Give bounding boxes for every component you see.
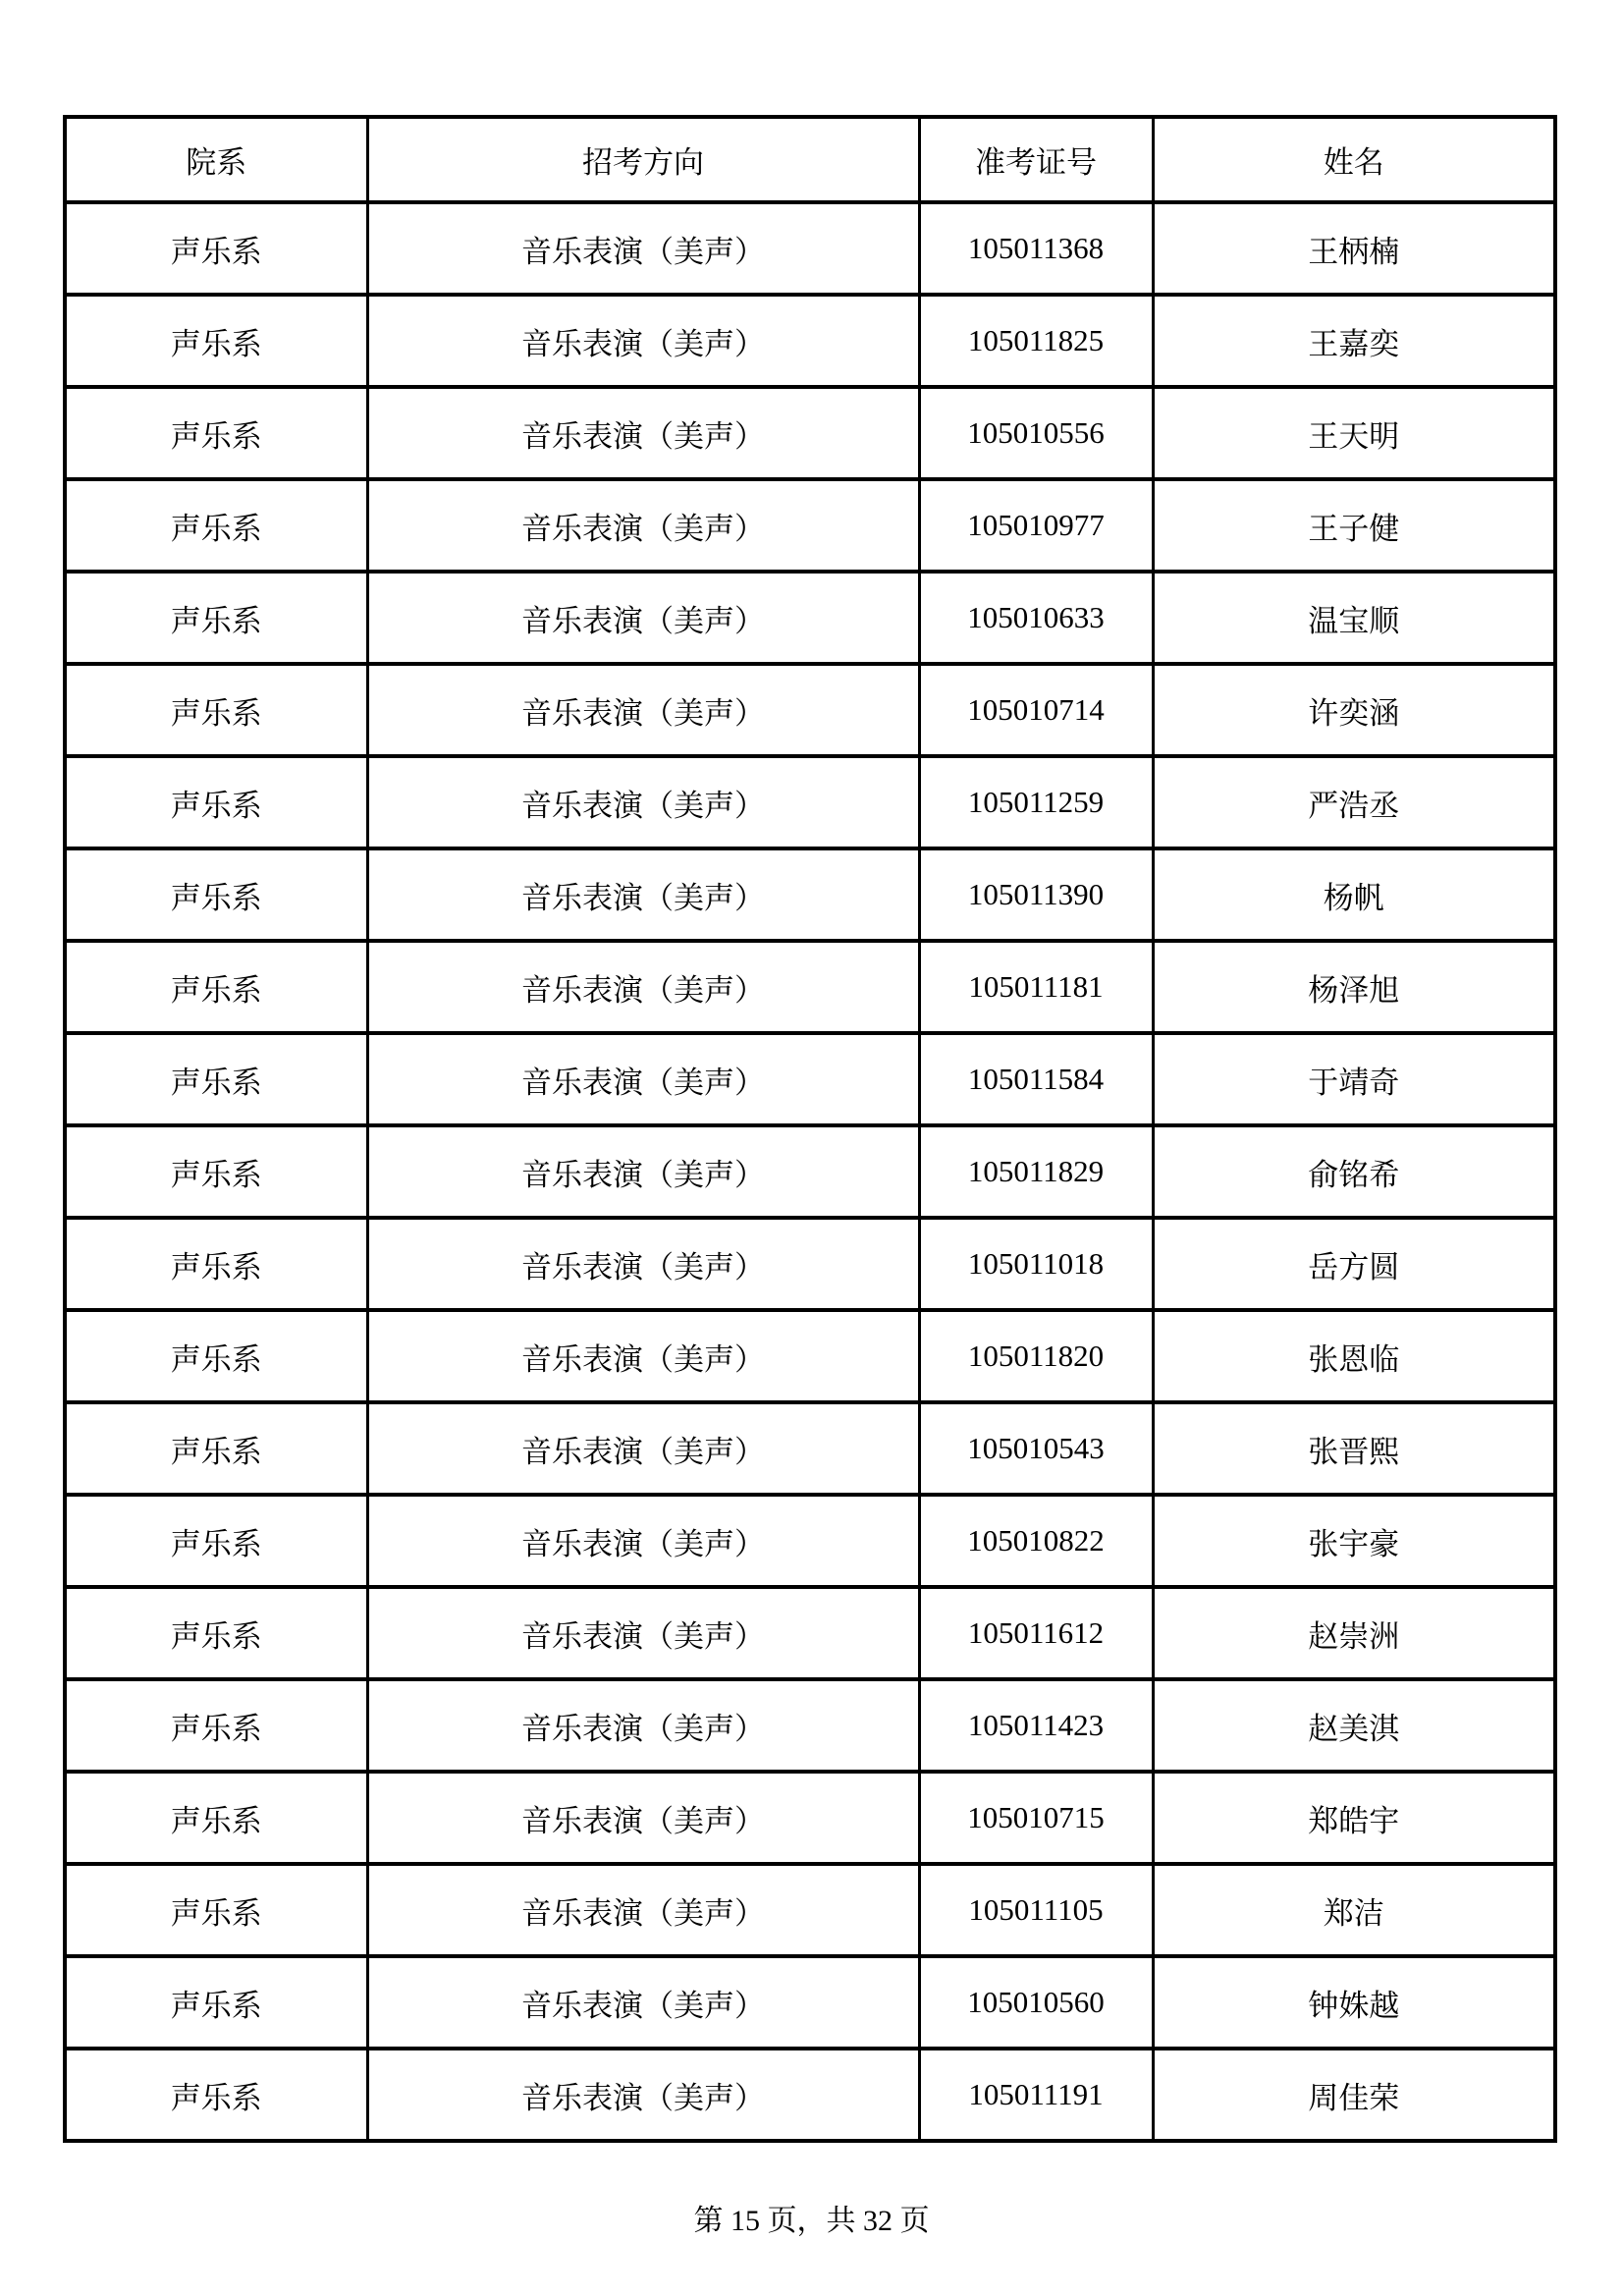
cell-direction: 音乐表演（美声） bbox=[367, 1956, 919, 2049]
cell-name: 王嘉奕 bbox=[1153, 295, 1555, 387]
cell-name: 王天明 bbox=[1153, 387, 1555, 479]
cell-ticket-number: 105011390 bbox=[919, 848, 1153, 941]
cell-direction: 音乐表演（美声） bbox=[367, 1033, 919, 1125]
cell-ticket-number: 105010633 bbox=[919, 572, 1153, 664]
table-row bbox=[65, 1956, 1555, 2049]
cell-department: 声乐系 bbox=[65, 1679, 367, 1772]
cell-direction: 音乐表演（美声） bbox=[367, 1772, 919, 1864]
table-row bbox=[65, 2049, 1555, 2141]
cell-direction: 音乐表演（美声） bbox=[367, 664, 919, 756]
cell-name: 张恩临 bbox=[1153, 1310, 1555, 1402]
cell-department: 声乐系 bbox=[65, 1772, 367, 1864]
cell-ticket-number: 105011018 bbox=[919, 1218, 1153, 1310]
cell-name: 钟姝越 bbox=[1153, 1956, 1555, 2049]
cell-direction: 音乐表演（美声） bbox=[367, 756, 919, 848]
table-row bbox=[65, 941, 1555, 1033]
cell-department: 声乐系 bbox=[65, 1310, 367, 1402]
cell-name: 王柄楠 bbox=[1153, 202, 1555, 295]
cell-direction: 音乐表演（美声） bbox=[367, 1218, 919, 1310]
cell-department: 声乐系 bbox=[65, 664, 367, 756]
table-row bbox=[65, 202, 1555, 295]
table-row bbox=[65, 1310, 1555, 1402]
table-row bbox=[65, 1864, 1555, 1956]
cell-department: 声乐系 bbox=[65, 1956, 367, 2049]
cell-direction: 音乐表演（美声） bbox=[367, 1679, 919, 1772]
cell-name: 杨帆 bbox=[1153, 848, 1555, 941]
cell-name: 岳方圆 bbox=[1153, 1218, 1555, 1310]
cell-direction: 音乐表演（美声） bbox=[367, 479, 919, 572]
cell-direction: 音乐表演（美声） bbox=[367, 848, 919, 941]
cell-direction: 音乐表演（美声） bbox=[367, 202, 919, 295]
table-row bbox=[65, 1218, 1555, 1310]
cell-department: 声乐系 bbox=[65, 1864, 367, 1956]
cell-direction: 音乐表演（美声） bbox=[367, 1495, 919, 1587]
cell-department: 声乐系 bbox=[65, 941, 367, 1033]
cell-name: 俞铭希 bbox=[1153, 1125, 1555, 1218]
table-body bbox=[65, 202, 1555, 2141]
cell-direction: 音乐表演（美声） bbox=[367, 1125, 919, 1218]
cell-name: 赵崇洲 bbox=[1153, 1587, 1555, 1679]
table-row bbox=[65, 1495, 1555, 1587]
header-ticket-number: 准考证号 bbox=[919, 117, 1153, 202]
cell-department: 声乐系 bbox=[65, 1587, 367, 1679]
cell-name: 郑皓宇 bbox=[1153, 1772, 1555, 1864]
table-row bbox=[65, 1679, 1555, 1772]
cell-department: 声乐系 bbox=[65, 756, 367, 848]
cell-department: 声乐系 bbox=[65, 479, 367, 572]
cell-name: 王子健 bbox=[1153, 479, 1555, 572]
cell-name: 赵美淇 bbox=[1153, 1679, 1555, 1772]
table-row bbox=[65, 1125, 1555, 1218]
header-name: 姓名 bbox=[1153, 117, 1555, 202]
cell-ticket-number: 105010714 bbox=[919, 664, 1153, 756]
header-row bbox=[65, 117, 1555, 202]
cell-ticket-number: 105011105 bbox=[919, 1864, 1153, 1956]
table-row bbox=[65, 848, 1555, 941]
table-row bbox=[65, 756, 1555, 848]
cell-ticket-number: 105010556 bbox=[919, 387, 1153, 479]
cell-department: 声乐系 bbox=[65, 387, 367, 479]
cell-name: 周佳荣 bbox=[1153, 2049, 1555, 2141]
table-row bbox=[65, 295, 1555, 387]
cell-ticket-number: 105011181 bbox=[919, 941, 1153, 1033]
header-department: 院系 bbox=[65, 117, 367, 202]
cell-direction: 音乐表演（美声） bbox=[367, 941, 919, 1033]
table-row bbox=[65, 1033, 1555, 1125]
cell-department: 声乐系 bbox=[65, 1218, 367, 1310]
header-direction: 招考方向 bbox=[367, 117, 919, 202]
cell-direction: 音乐表演（美声） bbox=[367, 1864, 919, 1956]
cell-direction: 音乐表演（美声） bbox=[367, 1402, 919, 1495]
table-row bbox=[65, 479, 1555, 572]
cell-department: 声乐系 bbox=[65, 2049, 367, 2141]
cell-ticket-number: 105011612 bbox=[919, 1587, 1153, 1679]
cell-ticket-number: 105011829 bbox=[919, 1125, 1153, 1218]
cell-ticket-number: 105011820 bbox=[919, 1310, 1153, 1402]
cell-name: 于靖奇 bbox=[1153, 1033, 1555, 1125]
cell-direction: 音乐表演（美声） bbox=[367, 2049, 919, 2141]
cell-direction: 音乐表演（美声） bbox=[367, 387, 919, 479]
table-row bbox=[65, 1772, 1555, 1864]
cell-ticket-number: 105011825 bbox=[919, 295, 1153, 387]
cell-name: 严浩丞 bbox=[1153, 756, 1555, 848]
cell-ticket-number: 105010715 bbox=[919, 1772, 1153, 1864]
cell-ticket-number: 105010822 bbox=[919, 1495, 1153, 1587]
table-row bbox=[65, 664, 1555, 756]
cell-ticket-number: 105010977 bbox=[919, 479, 1153, 572]
cell-department: 声乐系 bbox=[65, 1402, 367, 1495]
cell-department: 声乐系 bbox=[65, 1495, 367, 1587]
cell-ticket-number: 105011368 bbox=[919, 202, 1153, 295]
cell-department: 声乐系 bbox=[65, 572, 367, 664]
cell-department: 声乐系 bbox=[65, 1033, 367, 1125]
table-row bbox=[65, 572, 1555, 664]
cell-direction: 音乐表演（美声） bbox=[367, 295, 919, 387]
cell-name: 张宇豪 bbox=[1153, 1495, 1555, 1587]
cell-ticket-number: 105011191 bbox=[919, 2049, 1153, 2141]
cell-department: 声乐系 bbox=[65, 1125, 367, 1218]
cell-ticket-number: 105010560 bbox=[919, 1956, 1153, 2049]
cell-ticket-number: 105010543 bbox=[919, 1402, 1153, 1495]
table-row bbox=[65, 1587, 1555, 1679]
cell-direction: 音乐表演（美声） bbox=[367, 1310, 919, 1402]
candidate-table bbox=[63, 115, 1557, 2143]
cell-department: 声乐系 bbox=[65, 848, 367, 941]
page-number-footer: 第 15 页，共 32 页 bbox=[693, 2205, 930, 2237]
cell-ticket-number: 105011423 bbox=[919, 1679, 1153, 1772]
cell-department: 声乐系 bbox=[65, 202, 367, 295]
cell-name: 郑洁 bbox=[1153, 1864, 1555, 1956]
cell-department: 声乐系 bbox=[65, 295, 367, 387]
cell-name: 杨泽旭 bbox=[1153, 941, 1555, 1033]
table-row bbox=[65, 1402, 1555, 1495]
cell-ticket-number: 105011259 bbox=[919, 756, 1153, 848]
cell-direction: 音乐表演（美声） bbox=[367, 1587, 919, 1679]
cell-ticket-number: 105011584 bbox=[919, 1033, 1153, 1125]
table-row bbox=[65, 387, 1555, 479]
cell-name: 许奕涵 bbox=[1153, 664, 1555, 756]
cell-name: 温宝顺 bbox=[1153, 572, 1555, 664]
cell-direction: 音乐表演（美声） bbox=[367, 572, 919, 664]
cell-name: 张晋熙 bbox=[1153, 1402, 1555, 1495]
